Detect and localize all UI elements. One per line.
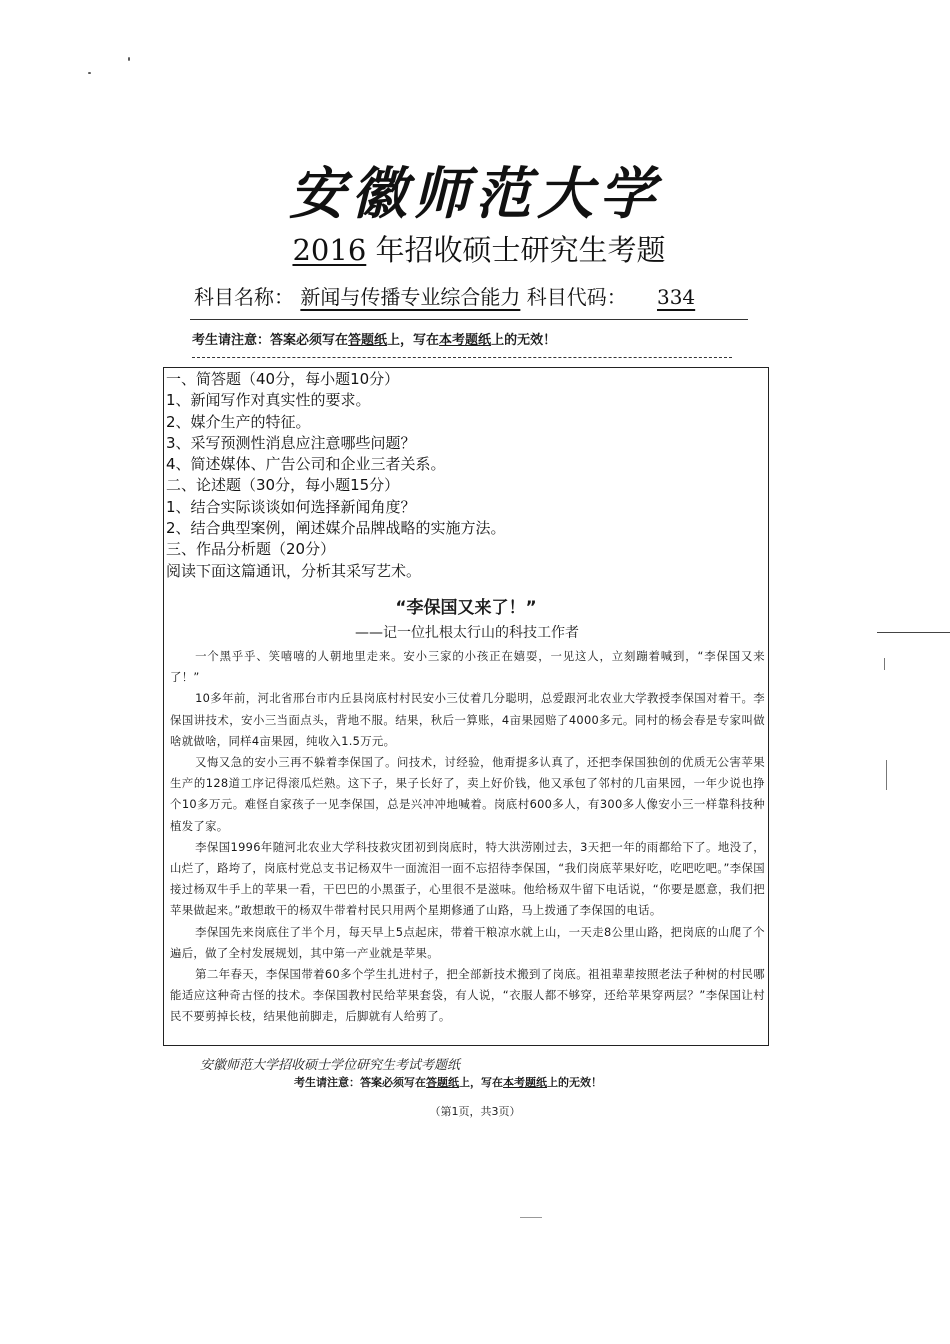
article-paragraph: 第二年春天，李保国带着60多个学生扎进村子，把全部新技术搬到了岗底。祖祖辈辈按照老法子种树的村民哪能适应这种奇古怪的技术。李保国教村民给苹果套袋，有人说，“衣服人都不够穿，还给苹果穿两层？”李保国让村民不要剪掉长枝，结果他前脚走，后脚就有人给剪了。 [170, 967, 765, 1024]
question-row: 2、结合典型案例，阐述媒介品牌战略的实施方法。 [166, 519, 506, 538]
exam-title-text: 年招收硕士研究生考题 [375, 233, 666, 267]
article-paragraph: 李保国1996年随河北农业大学科技救灾团初到岗底时，特大洪涝刚过去，3天把一年的雨都给下了。地没了，山烂了，路垮了，岗底村党总支书记杨双牛一面流泪一面不忘招待李保国，“我们岗底苹果好吃，吃吧吃吧。”李保国接过杨双牛手上的苹果一看，干巴巴的小黑蛋子，心里很不是滋味。他给杨双牛留下电话说，“你要是愿意，我们把苹果做起来。”敢想敢干的杨双牛带着村民只用两个星期修通了山路，马上拨通了李保国的电话。 [170, 839, 765, 918]
notice-suffix: 上的无效！ [491, 333, 557, 348]
scan-speck [88, 72, 91, 74]
footer-notice-suffix: 上的无效！ [547, 1076, 602, 1089]
subject-name-value: 新闻与传播专业综合能力 [300, 285, 521, 309]
header-rule [190, 319, 748, 320]
footer-notice [294, 1074, 602, 1090]
university-logo: 安徽师范大学 [289, 161, 661, 227]
subject-code-label: 科目代码： [526, 285, 627, 309]
question-row: 一、简答题（40分，每小题10分） [166, 370, 400, 388]
scan-edge-mark [884, 658, 885, 670]
article-paragraph: 10多年前，河北省邢台市内丘县岗底村村民安小三仗着几分聪明，总爱跟河北农业大学教授李保国对着干。李保国讲技术，安小三当面点头，背地不服。结果，秋后一算账，4亩果园赔了4000多元。同村的杨会春是专家叫做啥就做啥，同样4亩果园，纯收入1.5万元。 [170, 691, 765, 748]
question-list [166, 369, 506, 582]
footer-notice-middle: 上，写在 [459, 1076, 503, 1089]
scan-speck [128, 57, 130, 61]
footer-notice-prefix: 考生请注意：答案必须写在 [294, 1076, 426, 1089]
question-row: 阅读下面这篇通讯，分析其采写艺术。 [166, 561, 422, 580]
notice-question-sheet: 本考题纸 [439, 333, 492, 348]
question-row: 二、论述题（30分，每小题15分） [166, 476, 400, 495]
article-paragraph: 一个黑乎乎、笑嘻嘻的人朝地里走来。安小三家的小孩正在嬉耍，一见这人，立刻蹦着喊到，“李保国又来了！” [170, 649, 765, 685]
exam-year: 2016 [292, 233, 367, 267]
notice-middle: 上，写在 [387, 333, 440, 348]
subject-line [194, 281, 719, 310]
article-title: “李保国又来了！” [395, 598, 537, 618]
article-paragraph: 又悔又急的安小三再不躲着李保国了。问技术，讨经验，他甭提多认真了，还把李保国独创的优质无公害苹果生产的128道工序记得滚瓜烂熟。这下子，果子长好了，卖上好价钱，他又承包了邻村的几亩果园，一年少说也挣个10多万元。难怪自家孩子一见李保国，总是兴冲冲地喊着。岗底村600多人，有300多人像安小三一样靠科技种植发了家。 [170, 755, 765, 833]
subject-code-value: 334 [656, 285, 696, 309]
question-row: 4、简述媒体、广告公司和企业三者关系。 [166, 455, 446, 474]
question-row: 三、作品分析题（20分） [166, 540, 336, 559]
article-paragraph: 李保国先来岗底住了半个月，每天早上5点起床，带着干粮凉水就上山，一天走8公里山路，把岗底的山爬了个遍后，做了全村发展规划，其中第一产业就是苹果。 [170, 924, 765, 960]
scan-edge-line [520, 1217, 542, 1218]
footer-institution: 安徽师范大学招收硕士学位研究生考试考题纸 [200, 1058, 461, 1073]
question-row: 1、新闻写作对真实性的要求。 [166, 391, 371, 410]
page-number: （第1页，共3页） [429, 1105, 521, 1118]
notice-prefix: 考生请注意：答案必须写在 [192, 333, 349, 348]
question-row: 1、结合实际谈谈如何选择新闻角度？ [166, 497, 416, 516]
footer-notice-answer-sheet: 答题纸 [426, 1076, 459, 1089]
answer-notice [192, 329, 556, 348]
scan-edge-mark [886, 760, 887, 790]
question-row: 2、媒介生产的特征。 [166, 412, 311, 431]
exam-title [0, 228, 950, 269]
question-row: 3、采写预测性消息应注意哪些问题？ [166, 433, 416, 452]
footer-notice-question-sheet: 本考题纸 [503, 1076, 547, 1089]
subject-name-label: 科目名称： [194, 285, 294, 309]
notice-answer-sheet: 答题纸 [348, 333, 388, 348]
notice-divider [192, 357, 732, 358]
article-subtitle: ——记一位扎根太行山的科技工作者 [355, 625, 579, 641]
article-body [170, 646, 765, 1028]
scan-edge-line [877, 632, 950, 633]
